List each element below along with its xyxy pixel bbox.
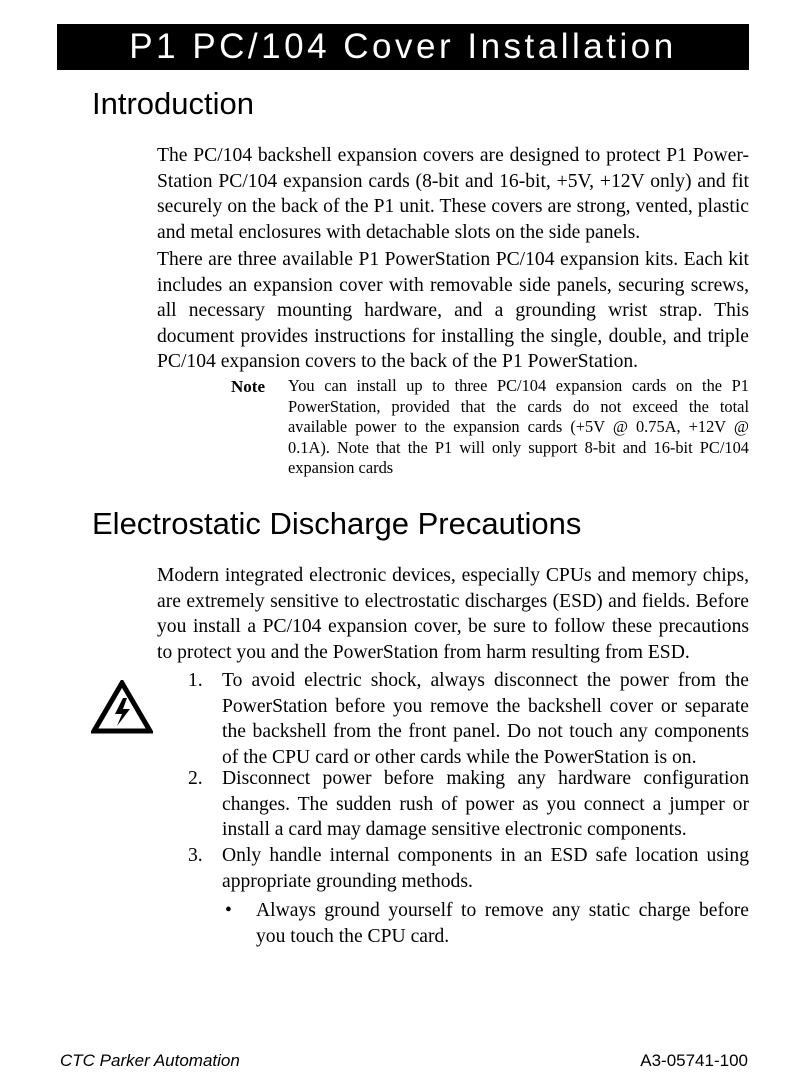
bullet-item: Always ground yourself to remove any static charge before you touch the CPU card. xyxy=(256,900,749,947)
note-text: You can install up to three PC/104 expansion cards on the P1 PowerStation, provided that the cards do not exceed the total available power to the expansion cards (+5V @ 0.75A, +12V @ 0.1A). Note that the P1 will only support 8-bit and 16-bit PC/104 expansion cards xyxy=(288,376,749,478)
list-item: Only handle internal components in an ESD safe location using appropriate grounding methods. xyxy=(222,845,749,892)
list-item-number: 3. xyxy=(188,845,203,866)
electrical-hazard-icon xyxy=(91,680,153,734)
introduction-heading: Introduction xyxy=(92,86,254,121)
footer-company: CTC Parker Automation xyxy=(60,1051,240,1070)
list-item: To avoid electric shock, always disconnect the power from the PowerStation before you remove the backshell cover or separate the backshell from the front panel. Do not touch any components of the CPU card or other cards while the PowerStation is on. xyxy=(222,670,749,768)
page-title: P1 PC/104 Cover Installation xyxy=(57,24,749,70)
esd-paragraph: Modern integrated electronic devices, especially CPUs and memory chips, are extremely sensitive to electrostatic discharges (ESD) and fields. Before you install a PC/104 expansion cover, be sure to follow these precautions to protect you and the PowerStation from harm resulting from ESD. xyxy=(157,565,749,663)
bullet-icon: • xyxy=(225,900,232,921)
footer-document-number: A3-05741-100 xyxy=(640,1051,748,1070)
esd-heading: Electrostatic Discharge Precautions xyxy=(92,506,582,541)
list-item: Disconnect power before making any hardware configuration changes. The sudden rush of power as you connect a jumper or install a card may damage sensitive electronic components. xyxy=(222,768,749,840)
list-item-number: 1. xyxy=(188,670,203,691)
list-item-number: 2. xyxy=(188,768,203,789)
note-label: Note xyxy=(231,377,265,396)
intro-paragraph-1: The PC/104 backshell expansion covers are designed to protect P1 Power-Station PC/104 expansion cards (8-bit and 16-bit, +5V, +12V only) and fit securely on the back of the P1 unit. These covers are strong, vented, plastic and metal enclosures with detachable slots on the side panels. xyxy=(157,145,749,243)
intro-paragraph-2: There are three available P1 PowerStation PC/104 expansion kits. Each kit includes an expansion cover with removable side panels, securing screws, all necessary mounting hardware, and a grounding wrist strap. This document provides instructions for installing the single, double, and triple PC/104 expansion covers to the back of the P1 PowerStation. xyxy=(157,249,749,372)
